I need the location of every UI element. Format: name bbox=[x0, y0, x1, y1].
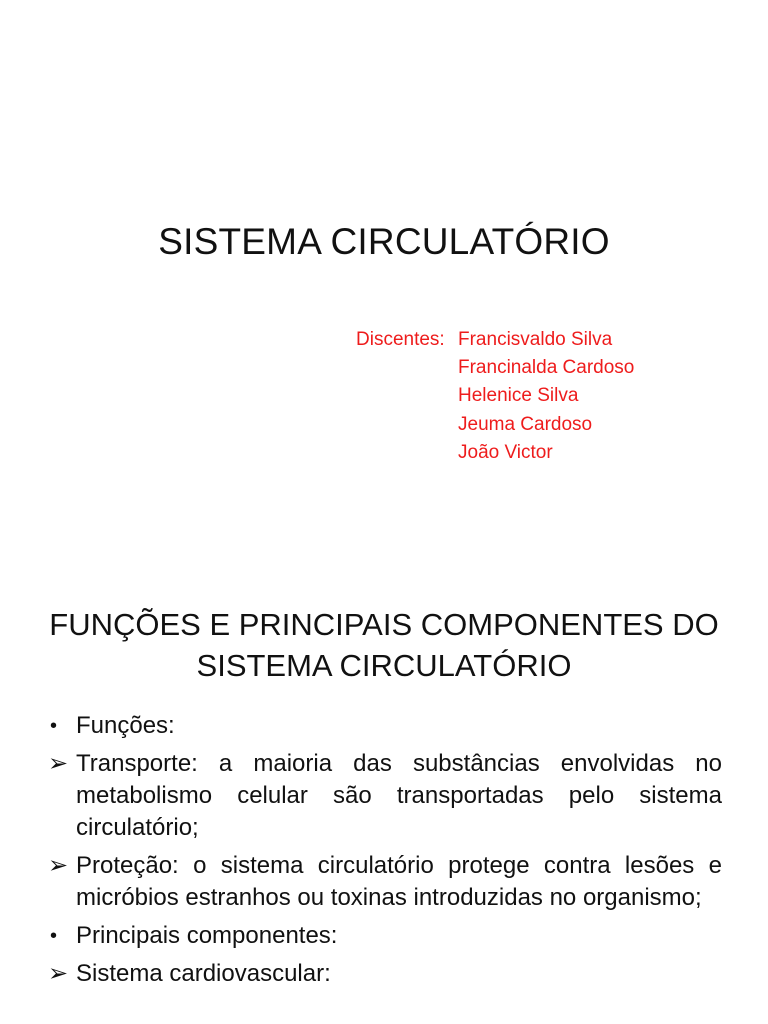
list-item-text: Sistema cardiovascular: bbox=[76, 960, 331, 987]
credits-block bbox=[356, 326, 634, 467]
member-name: João Victor bbox=[458, 441, 553, 463]
credits-label: Discentes: bbox=[356, 329, 445, 350]
bullet-dot-icon: • bbox=[50, 715, 58, 737]
list-item-text: Proteção: o sistema circulatório protege contra lesões e micróbios estranhos ou toxinas introduzidas no organismo; bbox=[76, 852, 722, 911]
credits-row bbox=[356, 326, 634, 354]
credits-row bbox=[356, 411, 634, 439]
heading-line: SISTEMA CIRCULATÓRIO bbox=[196, 648, 572, 683]
arrow-bullet-icon: ➢ bbox=[48, 960, 69, 987]
heading-line: FUNÇÕES E PRINCIPAIS COMPONENTES DO bbox=[49, 607, 719, 642]
slide-title-heading: SISTEMA CIRCULATÓRIO bbox=[158, 221, 610, 262]
list-item-text: Transporte: a maioria das substâncias envolvidas no metabolismo celular são transportadas pelo sistema circulatório; bbox=[76, 750, 722, 841]
member-name: Francisvaldo Silva bbox=[458, 329, 613, 350]
list-item-text: Funções: bbox=[76, 712, 175, 739]
list-item bbox=[48, 710, 722, 742]
list-item bbox=[48, 748, 722, 844]
bullet-dot-icon: • bbox=[50, 925, 58, 947]
list-item-text: Principais componentes: bbox=[76, 922, 338, 949]
credits-row bbox=[356, 382, 634, 410]
member-name: Francinalda Cardoso bbox=[458, 357, 635, 379]
member-name: Helenice Silva bbox=[458, 385, 579, 407]
credits-row bbox=[356, 439, 634, 467]
slide-functions bbox=[0, 576, 768, 1024]
member-name: Jeuma Cardoso bbox=[458, 413, 593, 435]
arrow-bullet-icon: ➢ bbox=[48, 852, 69, 879]
list-item bbox=[48, 958, 722, 990]
list-item bbox=[48, 850, 722, 914]
slide-functions-heading bbox=[0, 604, 768, 686]
arrow-bullet-icon: ➢ bbox=[48, 750, 69, 777]
list-item bbox=[48, 920, 722, 952]
credits-row bbox=[356, 354, 634, 382]
bullet-list bbox=[48, 710, 722, 996]
